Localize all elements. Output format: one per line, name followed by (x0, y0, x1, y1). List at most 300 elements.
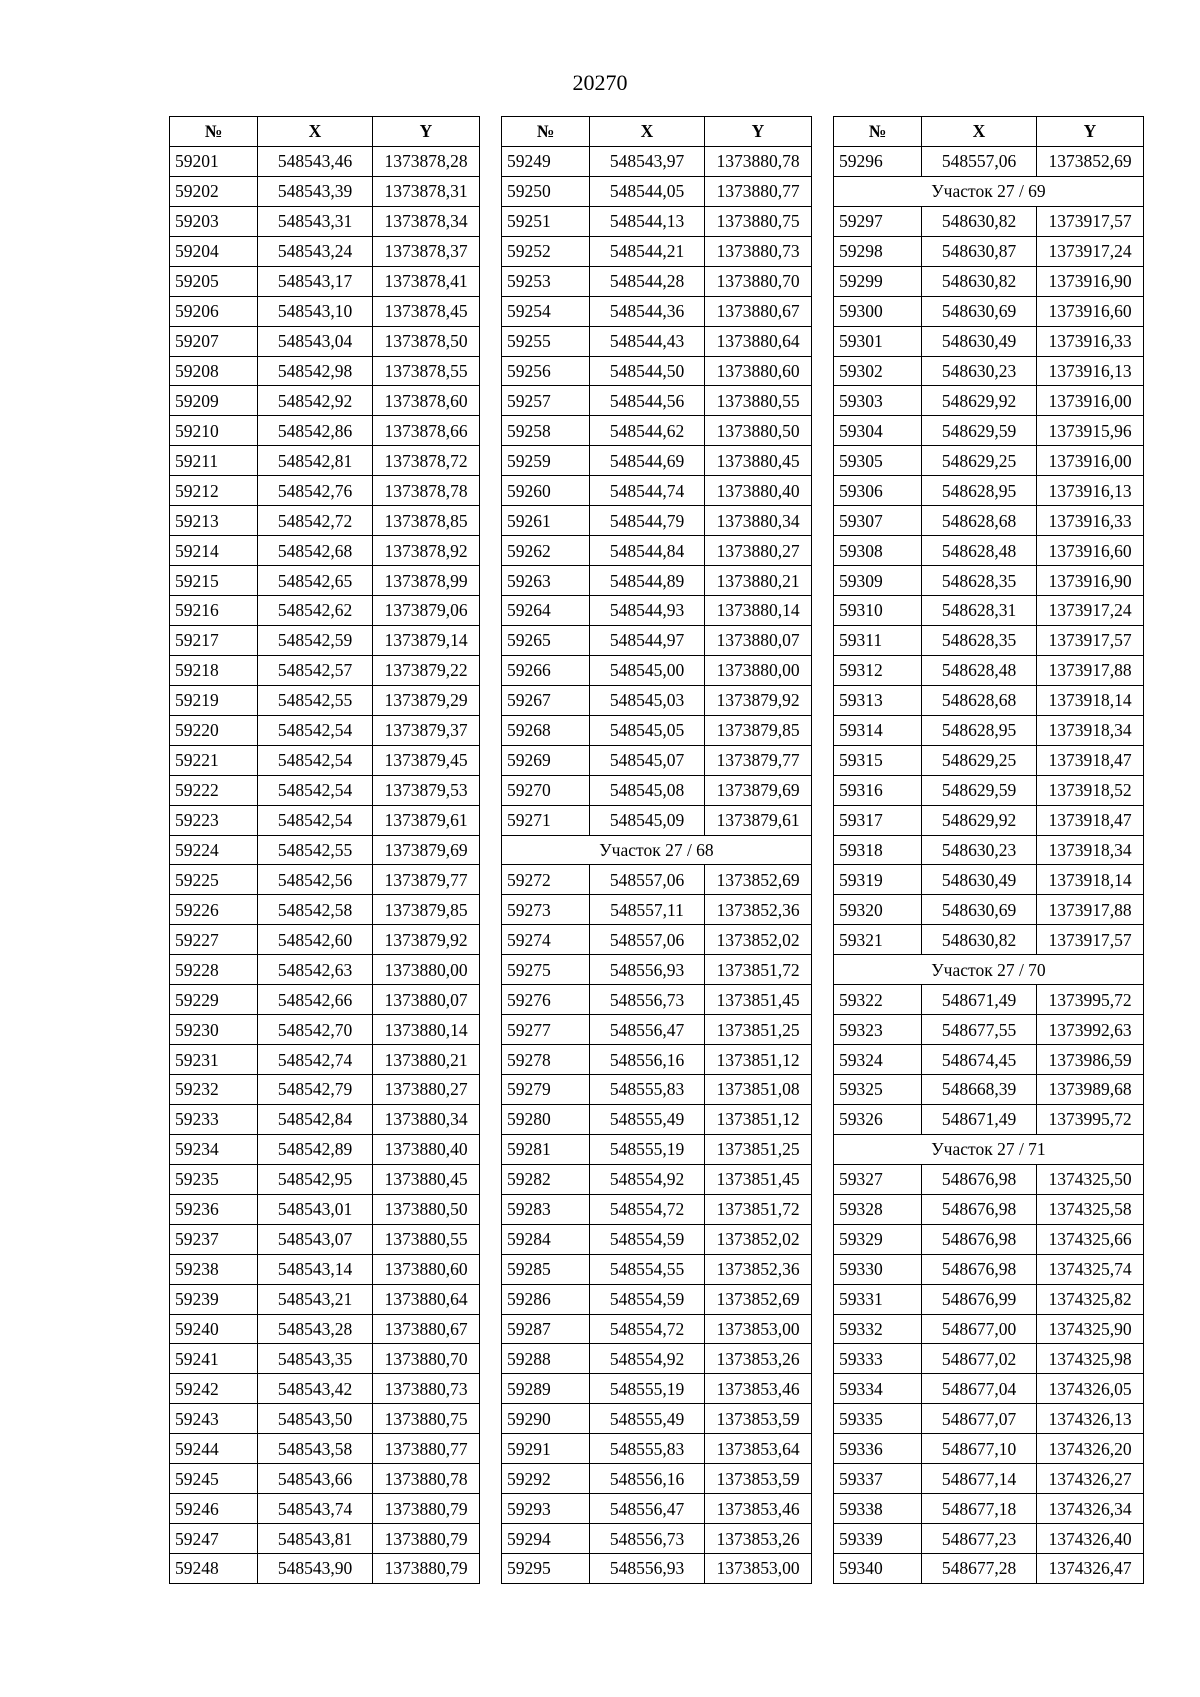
table-row (834, 1194, 1144, 1224)
x-coordinate-cell: 548542,81 (258, 446, 373, 476)
x-coordinate-cell: 548543,46 (258, 146, 373, 176)
y-coordinate-cell: 1373880,21 (705, 566, 812, 596)
y-coordinate-cell: 1373852,69 (705, 1284, 812, 1314)
table-row (502, 536, 812, 566)
table-row (502, 566, 812, 596)
x-coordinate-cell: 548676,99 (922, 1284, 1037, 1314)
y-coordinate-cell: 1373880,50 (705, 416, 812, 446)
x-coordinate-cell: 548544,69 (590, 446, 705, 476)
table-row (170, 1344, 480, 1374)
x-coordinate-cell: 548557,06 (922, 146, 1037, 176)
table-row (834, 805, 1144, 835)
x-coordinate-cell: 548544,93 (590, 596, 705, 626)
table-row (502, 1075, 812, 1105)
header-y: Y (1037, 117, 1144, 147)
y-coordinate-cell: 1373918,34 (1037, 715, 1144, 745)
y-coordinate-cell: 1373880,40 (373, 1134, 480, 1164)
point-number-cell: 59274 (502, 925, 590, 955)
y-coordinate-cell: 1373880,40 (705, 476, 812, 506)
table-row (502, 1344, 812, 1374)
table-row (834, 266, 1144, 296)
x-coordinate-cell: 548555,49 (590, 1404, 705, 1434)
point-number-cell: 59300 (834, 296, 922, 326)
y-coordinate-cell: 1373880,21 (373, 1045, 480, 1075)
point-number-cell: 59203 (170, 206, 258, 236)
table-row (834, 1524, 1144, 1554)
y-coordinate-cell: 1373880,27 (373, 1075, 480, 1105)
y-coordinate-cell: 1374326,47 (1037, 1554, 1144, 1584)
point-number-cell: 59223 (170, 805, 258, 835)
x-coordinate-cell: 548542,55 (258, 685, 373, 715)
table-row (502, 416, 812, 446)
x-coordinate-cell: 548542,95 (258, 1164, 373, 1194)
y-coordinate-cell: 1374326,27 (1037, 1464, 1144, 1494)
point-number-cell: 59302 (834, 356, 922, 386)
x-coordinate-cell: 548543,66 (258, 1464, 373, 1494)
x-coordinate-cell: 548556,47 (590, 1494, 705, 1524)
x-coordinate-cell: 548543,14 (258, 1254, 373, 1284)
table-row (834, 1284, 1144, 1314)
point-number-cell: 59335 (834, 1404, 922, 1434)
x-coordinate-cell: 548542,76 (258, 476, 373, 506)
x-coordinate-cell: 548542,57 (258, 655, 373, 685)
x-coordinate-cell: 548543,35 (258, 1344, 373, 1374)
point-number-cell: 59303 (834, 386, 922, 416)
y-coordinate-cell: 1373878,37 (373, 236, 480, 266)
x-coordinate-cell: 548677,10 (922, 1434, 1037, 1464)
point-number-cell: 59285 (502, 1254, 590, 1284)
y-coordinate-cell: 1373880,00 (705, 655, 812, 685)
point-number-cell: 59305 (834, 446, 922, 476)
table-row (502, 476, 812, 506)
y-coordinate-cell: 1373879,61 (373, 805, 480, 835)
y-coordinate-cell: 1373915,96 (1037, 416, 1144, 446)
x-coordinate-cell: 548544,74 (590, 476, 705, 506)
y-coordinate-cell: 1373880,77 (705, 176, 812, 206)
table-row (170, 536, 480, 566)
point-number-cell: 59201 (170, 146, 258, 176)
y-coordinate-cell: 1373879,92 (705, 685, 812, 715)
point-number-cell: 59268 (502, 715, 590, 745)
y-coordinate-cell: 1373879,14 (373, 625, 480, 655)
x-coordinate-cell: 548628,31 (922, 596, 1037, 626)
y-coordinate-cell: 1373917,24 (1037, 596, 1144, 626)
x-coordinate-cell: 548677,14 (922, 1464, 1037, 1494)
x-coordinate-cell: 548545,08 (590, 775, 705, 805)
point-number-cell: 59334 (834, 1374, 922, 1404)
y-coordinate-cell: 1373879,45 (373, 745, 480, 775)
y-coordinate-cell: 1373851,12 (705, 1104, 812, 1134)
y-coordinate-cell: 1373880,27 (705, 536, 812, 566)
table-row (834, 685, 1144, 715)
table-row (502, 805, 812, 835)
point-number-cell: 59314 (834, 715, 922, 745)
x-coordinate-cell: 548544,79 (590, 506, 705, 536)
y-coordinate-cell: 1374326,05 (1037, 1374, 1144, 1404)
table-row (502, 1284, 812, 1314)
point-number-cell: 59261 (502, 506, 590, 536)
point-number-cell: 59320 (834, 895, 922, 925)
table-row (502, 1224, 812, 1254)
header-x: X (258, 117, 373, 147)
x-coordinate-cell: 548676,98 (922, 1254, 1037, 1284)
point-number-cell: 59219 (170, 685, 258, 715)
point-number-cell: 59324 (834, 1045, 922, 1075)
y-coordinate-cell: 1373917,88 (1037, 895, 1144, 925)
point-number-cell: 59256 (502, 356, 590, 386)
x-coordinate-cell: 548542,59 (258, 625, 373, 655)
point-number-cell: 59339 (834, 1524, 922, 1554)
table-row (834, 1554, 1144, 1584)
point-number-cell: 59306 (834, 476, 922, 506)
y-coordinate-cell: 1373852,36 (705, 895, 812, 925)
table-row (834, 506, 1144, 536)
table-row (834, 446, 1144, 476)
table-row (170, 596, 480, 626)
table-row (170, 236, 480, 266)
table-row (170, 356, 480, 386)
table-header-row (834, 117, 1144, 147)
x-coordinate-cell: 548630,82 (922, 206, 1037, 236)
table-row (502, 176, 812, 206)
x-coordinate-cell: 548543,10 (258, 296, 373, 326)
header-number: № (834, 117, 922, 147)
point-number-cell: 59259 (502, 446, 590, 476)
point-number-cell: 59214 (170, 536, 258, 566)
x-coordinate-cell: 548630,69 (922, 296, 1037, 326)
table-row (170, 925, 480, 955)
y-coordinate-cell: 1373851,25 (705, 1134, 812, 1164)
table-row (170, 1494, 480, 1524)
y-coordinate-cell: 1373880,50 (373, 1194, 480, 1224)
point-number-cell: 59246 (170, 1494, 258, 1524)
point-number-cell: 59336 (834, 1434, 922, 1464)
point-number-cell: 59310 (834, 596, 922, 626)
y-coordinate-cell: 1373880,79 (373, 1524, 480, 1554)
y-coordinate-cell: 1373880,73 (373, 1374, 480, 1404)
x-coordinate-cell: 548544,05 (590, 176, 705, 206)
table-row (170, 1104, 480, 1134)
table-header-row (170, 117, 480, 147)
y-coordinate-cell: 1373880,78 (373, 1464, 480, 1494)
x-coordinate-cell: 548542,54 (258, 775, 373, 805)
y-coordinate-cell: 1373878,92 (373, 536, 480, 566)
table-row (834, 356, 1144, 386)
table-row (502, 775, 812, 805)
table-row (170, 1045, 480, 1075)
x-coordinate-cell: 548629,92 (922, 805, 1037, 835)
x-coordinate-cell: 548671,49 (922, 1104, 1037, 1134)
table-row (502, 1164, 812, 1194)
y-coordinate-cell: 1373853,59 (705, 1404, 812, 1434)
x-coordinate-cell: 548557,06 (590, 865, 705, 895)
x-coordinate-cell: 548668,39 (922, 1075, 1037, 1105)
y-coordinate-cell: 1373879,53 (373, 775, 480, 805)
header-number: № (502, 117, 590, 147)
x-coordinate-cell: 548542,72 (258, 506, 373, 536)
x-coordinate-cell: 548543,24 (258, 236, 373, 266)
point-number-cell: 59218 (170, 655, 258, 685)
table-row (170, 1434, 480, 1464)
point-number-cell: 59329 (834, 1224, 922, 1254)
point-number-cell: 59260 (502, 476, 590, 506)
y-coordinate-cell: 1373917,57 (1037, 925, 1144, 955)
point-number-cell: 59213 (170, 506, 258, 536)
section-row (834, 176, 1144, 206)
x-coordinate-cell: 548542,54 (258, 805, 373, 835)
table-row (502, 1554, 812, 1584)
point-number-cell: 59292 (502, 1464, 590, 1494)
y-coordinate-cell: 1373878,55 (373, 356, 480, 386)
table-row (502, 685, 812, 715)
y-coordinate-cell: 1373852,36 (705, 1254, 812, 1284)
table-row (170, 955, 480, 985)
table-row (170, 1314, 480, 1344)
y-coordinate-cell: 1373853,46 (705, 1494, 812, 1524)
point-number-cell: 59291 (502, 1434, 590, 1464)
x-coordinate-cell: 548677,55 (922, 1015, 1037, 1045)
x-coordinate-cell: 548544,62 (590, 416, 705, 446)
x-coordinate-cell: 548542,84 (258, 1104, 373, 1134)
table-row (834, 1164, 1144, 1194)
point-number-cell: 59263 (502, 566, 590, 596)
y-coordinate-cell: 1373879,69 (373, 835, 480, 865)
table-row (834, 566, 1144, 596)
point-number-cell: 59221 (170, 745, 258, 775)
point-number-cell: 59321 (834, 925, 922, 955)
y-coordinate-cell: 1373916,60 (1037, 296, 1144, 326)
table-row (502, 1524, 812, 1554)
table-row (170, 326, 480, 356)
y-coordinate-cell: 1373880,67 (373, 1314, 480, 1344)
table-row (502, 625, 812, 655)
y-coordinate-cell: 1373879,85 (705, 715, 812, 745)
x-coordinate-cell: 548677,28 (922, 1554, 1037, 1584)
point-number-cell: 59226 (170, 895, 258, 925)
table-row (502, 655, 812, 685)
y-coordinate-cell: 1373880,07 (373, 985, 480, 1015)
x-coordinate-cell: 548628,95 (922, 476, 1037, 506)
point-number-cell: 59255 (502, 326, 590, 356)
x-coordinate-cell: 548555,83 (590, 1075, 705, 1105)
x-coordinate-cell: 548544,89 (590, 566, 705, 596)
point-number-cell: 59271 (502, 805, 590, 835)
point-number-cell: 59250 (502, 176, 590, 206)
x-coordinate-cell: 548543,07 (258, 1224, 373, 1254)
table-row (834, 236, 1144, 266)
point-number-cell: 59224 (170, 835, 258, 865)
table-row (502, 1134, 812, 1164)
table-row (502, 895, 812, 925)
point-number-cell: 59322 (834, 985, 922, 1015)
y-coordinate-cell: 1373878,41 (373, 266, 480, 296)
point-number-cell: 59206 (170, 296, 258, 326)
x-coordinate-cell: 548543,50 (258, 1404, 373, 1434)
point-number-cell: 59239 (170, 1284, 258, 1314)
table-row (502, 1464, 812, 1494)
point-number-cell: 59204 (170, 236, 258, 266)
point-number-cell: 59227 (170, 925, 258, 955)
y-coordinate-cell: 1373880,55 (373, 1224, 480, 1254)
x-coordinate-cell: 548556,93 (590, 1554, 705, 1584)
point-number-cell: 59319 (834, 865, 922, 895)
x-coordinate-cell: 548676,98 (922, 1164, 1037, 1194)
y-coordinate-cell: 1373853,26 (705, 1344, 812, 1374)
x-coordinate-cell: 548630,49 (922, 865, 1037, 895)
y-coordinate-cell: 1373992,63 (1037, 1015, 1144, 1045)
point-number-cell: 59237 (170, 1224, 258, 1254)
x-coordinate-cell: 548545,05 (590, 715, 705, 745)
point-number-cell: 59318 (834, 835, 922, 865)
point-number-cell: 59278 (502, 1045, 590, 1075)
y-coordinate-cell: 1373879,92 (373, 925, 480, 955)
table-row (834, 1404, 1144, 1434)
y-coordinate-cell: 1373880,70 (373, 1344, 480, 1374)
x-coordinate-cell: 548630,87 (922, 236, 1037, 266)
point-number-cell: 59279 (502, 1075, 590, 1105)
point-number-cell: 59297 (834, 206, 922, 236)
table-row (170, 1194, 480, 1224)
point-number-cell: 59282 (502, 1164, 590, 1194)
point-number-cell: 59247 (170, 1524, 258, 1554)
y-coordinate-cell: 1373880,34 (705, 506, 812, 536)
y-coordinate-cell: 1373878,31 (373, 176, 480, 206)
y-coordinate-cell: 1373880,60 (705, 356, 812, 386)
point-number-cell: 59296 (834, 146, 922, 176)
x-coordinate-cell: 548544,56 (590, 386, 705, 416)
point-number-cell: 59308 (834, 536, 922, 566)
point-number-cell: 59289 (502, 1374, 590, 1404)
table-row (502, 1374, 812, 1404)
y-coordinate-cell: 1373879,77 (705, 745, 812, 775)
table-row (170, 1254, 480, 1284)
table-row (170, 1404, 480, 1434)
point-number-cell: 59229 (170, 985, 258, 1015)
point-number-cell: 59228 (170, 955, 258, 985)
x-coordinate-cell: 548556,47 (590, 1015, 705, 1045)
point-number-cell: 59323 (834, 1015, 922, 1045)
table-row (502, 955, 812, 985)
y-coordinate-cell: 1373917,88 (1037, 655, 1144, 685)
x-coordinate-cell: 548542,54 (258, 715, 373, 745)
section-row (502, 835, 812, 865)
y-coordinate-cell: 1373878,50 (373, 326, 480, 356)
point-number-cell: 59210 (170, 416, 258, 446)
point-number-cell: 59288 (502, 1344, 590, 1374)
x-coordinate-cell: 548542,92 (258, 386, 373, 416)
point-number-cell: 59294 (502, 1524, 590, 1554)
point-number-cell: 59275 (502, 955, 590, 985)
point-number-cell: 59222 (170, 775, 258, 805)
y-coordinate-cell: 1373879,85 (373, 895, 480, 925)
point-number-cell: 59257 (502, 386, 590, 416)
point-number-cell: 59338 (834, 1494, 922, 1524)
x-coordinate-cell: 548545,03 (590, 685, 705, 715)
header-x: X (590, 117, 705, 147)
x-coordinate-cell: 548542,79 (258, 1075, 373, 1105)
x-coordinate-cell: 548628,35 (922, 625, 1037, 655)
header-y: Y (705, 117, 812, 147)
x-coordinate-cell: 548628,68 (922, 506, 1037, 536)
table-row (834, 655, 1144, 685)
point-number-cell: 59331 (834, 1284, 922, 1314)
table-row (170, 266, 480, 296)
y-coordinate-cell: 1373853,00 (705, 1554, 812, 1584)
table-row (170, 566, 480, 596)
table-row (170, 1374, 480, 1404)
table-row (834, 206, 1144, 236)
point-number-cell: 59315 (834, 745, 922, 775)
table-row (170, 1464, 480, 1494)
table-row (834, 1254, 1144, 1284)
y-coordinate-cell: 1373878,66 (373, 416, 480, 446)
y-coordinate-cell: 1373852,02 (705, 1224, 812, 1254)
point-number-cell: 59258 (502, 416, 590, 446)
x-coordinate-cell: 548628,68 (922, 685, 1037, 715)
table-row (170, 685, 480, 715)
table-row (170, 296, 480, 326)
point-number-cell: 59267 (502, 685, 590, 715)
point-number-cell: 59244 (170, 1434, 258, 1464)
point-number-cell: 59238 (170, 1254, 258, 1284)
table-row (834, 1104, 1144, 1134)
point-number-cell: 59231 (170, 1045, 258, 1075)
x-coordinate-cell: 548555,19 (590, 1134, 705, 1164)
table-row (502, 865, 812, 895)
point-number-cell: 59202 (170, 176, 258, 206)
table-row (502, 386, 812, 416)
x-coordinate-cell: 548543,28 (258, 1314, 373, 1344)
point-number-cell: 59234 (170, 1134, 258, 1164)
point-number-cell: 59277 (502, 1015, 590, 1045)
point-number-cell: 59273 (502, 895, 590, 925)
x-coordinate-cell: 548544,43 (590, 326, 705, 356)
point-number-cell: 59272 (502, 865, 590, 895)
point-number-cell: 59286 (502, 1284, 590, 1314)
table-row (502, 715, 812, 745)
x-coordinate-cell: 548556,16 (590, 1045, 705, 1075)
point-number-cell: 59216 (170, 596, 258, 626)
section-title: Участок 27 / 70 (834, 955, 1144, 985)
point-number-cell: 59337 (834, 1464, 922, 1494)
x-coordinate-cell: 548542,62 (258, 596, 373, 626)
y-coordinate-cell: 1373880,75 (373, 1404, 480, 1434)
point-number-cell: 59253 (502, 266, 590, 296)
x-coordinate-cell: 548543,97 (590, 146, 705, 176)
table-row (170, 775, 480, 805)
table-row (170, 1134, 480, 1164)
table-row (502, 596, 812, 626)
y-coordinate-cell: 1373880,07 (705, 625, 812, 655)
table-row (834, 1314, 1144, 1344)
y-coordinate-cell: 1373918,34 (1037, 835, 1144, 865)
table-row (170, 1164, 480, 1194)
table-row (834, 326, 1144, 356)
x-coordinate-cell: 548554,59 (590, 1224, 705, 1254)
table-row (502, 236, 812, 266)
y-coordinate-cell: 1373918,14 (1037, 685, 1144, 715)
y-coordinate-cell: 1374325,98 (1037, 1344, 1144, 1374)
y-coordinate-cell: 1373880,45 (373, 1164, 480, 1194)
table-row (502, 296, 812, 326)
y-coordinate-cell: 1374326,40 (1037, 1524, 1144, 1554)
point-number-cell: 59211 (170, 446, 258, 476)
table-row (170, 745, 480, 775)
x-coordinate-cell: 548542,70 (258, 1015, 373, 1045)
table-row (502, 206, 812, 236)
x-coordinate-cell: 548676,98 (922, 1224, 1037, 1254)
y-coordinate-cell: 1373878,85 (373, 506, 480, 536)
